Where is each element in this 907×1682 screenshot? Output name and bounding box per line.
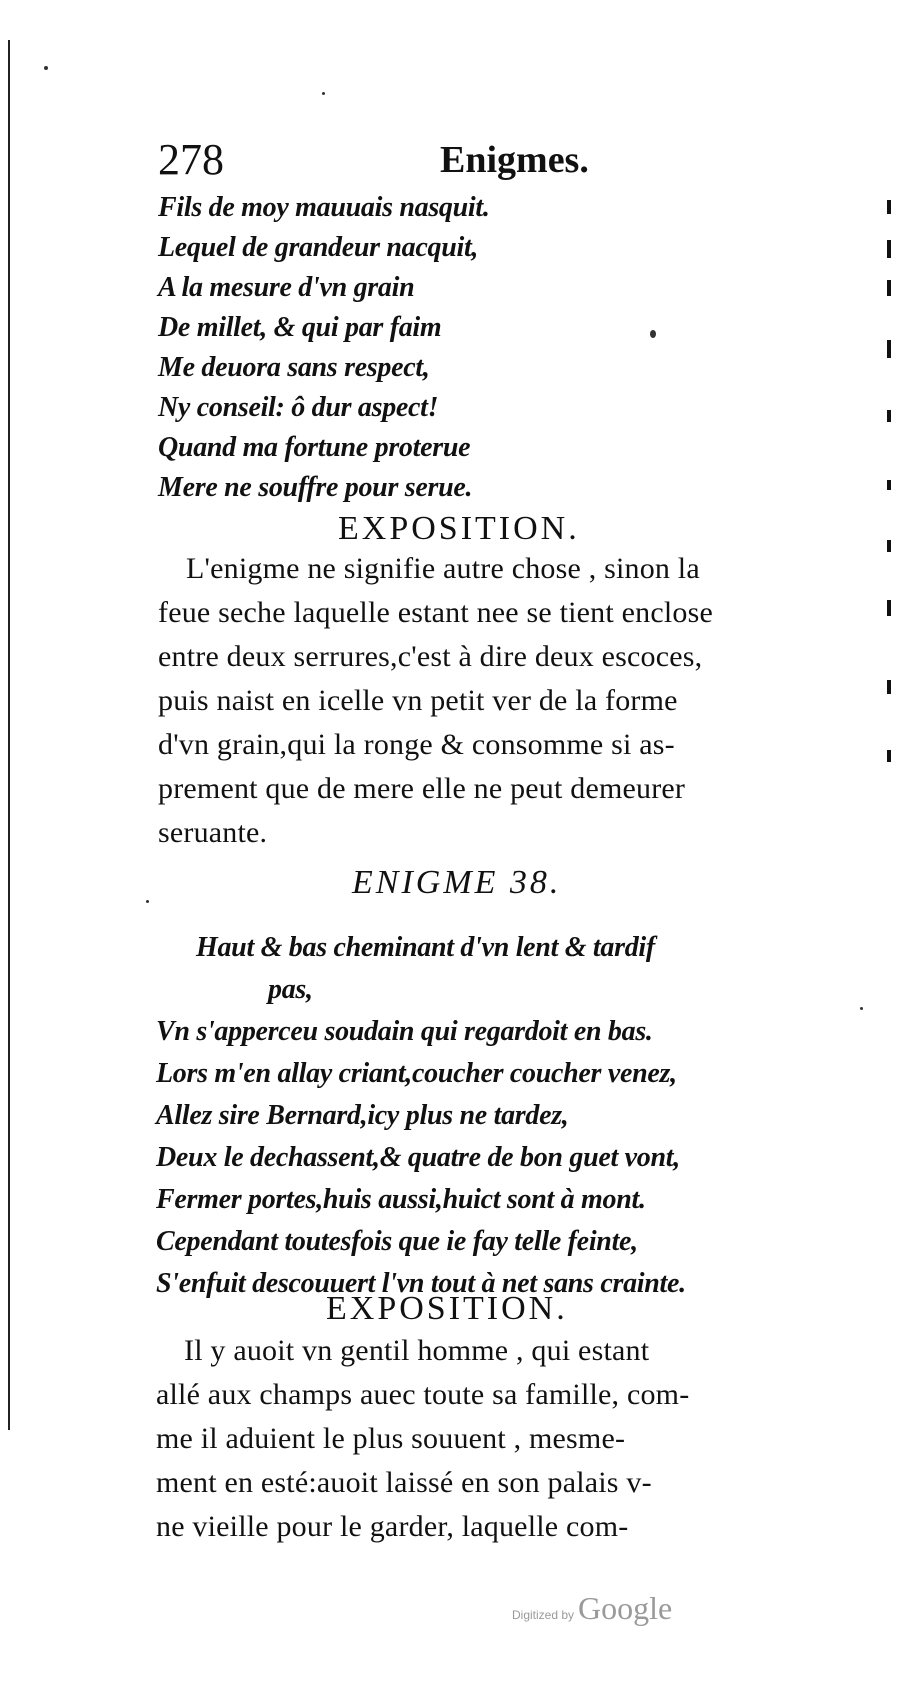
verse-line: Cependant toutesfois que ie fay telle feinte, [156, 1226, 638, 1257]
speck [146, 900, 149, 903]
exposition-heading: EXPOSITION. [338, 510, 580, 547]
prose-line: entre deux serrures,c'est à dire deux escoces, [158, 640, 703, 673]
verse-line: S'enfuit descouuert l'vn tout à net sans crainte. [156, 1268, 686, 1299]
speck [44, 66, 48, 70]
verse-line: pas, [268, 974, 313, 1005]
page-edge-right [881, 180, 903, 1430]
verse-line: Mere ne souffre pour serue. [158, 472, 473, 503]
enigme-heading: ENIGME 38. [352, 864, 562, 901]
prose-line: ne vieille pour le garder, laquelle com- [156, 1510, 629, 1543]
prose-line: me il aduient le plus souuent , mesme- [156, 1422, 626, 1455]
verse-line: Lors m'en allay criant,coucher coucher venez, [156, 1058, 677, 1089]
prose-line: feue seche laquelle estant nee se tient enclose [158, 596, 713, 629]
verse-line: Allez sire Bernard,icy plus ne tardez, [156, 1100, 569, 1131]
google-logo: Google [578, 1590, 673, 1626]
prose-line: Il y auoit vn gentil homme , qui estant [184, 1334, 650, 1367]
speck [860, 1007, 863, 1010]
speck [322, 92, 325, 95]
prose-line: ment en esté:auoit laissé en son palais v- [156, 1466, 652, 1499]
verse-line: Fils de moy mauuais nasquit. [158, 192, 490, 223]
verse-line: Deux le dechassent,& quatre de bon guet vont, [156, 1142, 680, 1173]
verse-line: Fermer portes,huis aussi,huict sont à mont. [156, 1184, 646, 1215]
verse-line: Me deuora sans respect, [158, 352, 430, 383]
prose-line: prement que de mere elle ne peut demeurer [158, 772, 686, 805]
verse-line: Haut & bas cheminant d'vn lent & tardif [196, 932, 655, 963]
watermark-prefix: Digitized by [512, 1608, 575, 1622]
prose-line: seruante. [158, 816, 268, 849]
verse-line: Ny conseil: ô dur aspect! [158, 392, 439, 423]
exposition-heading: EXPOSITION. [326, 1290, 568, 1327]
prose-line: d'vn grain,qui la ronge & consomme si as- [158, 728, 675, 761]
verse-line: Lequel de grandeur nacquit, [158, 232, 479, 263]
verse-line: Vn s'apperceu soudain qui regardoit en bas. [156, 1016, 653, 1047]
google-watermark [512, 1590, 672, 1627]
verse-line: Quand ma fortune proterue [158, 432, 471, 463]
page-number: 278 [158, 135, 224, 184]
page-edge-left [8, 40, 10, 1430]
running-title: Enigmes. [440, 139, 589, 181]
prose-line: puis naist en icelle vn petit ver de la forme [158, 684, 678, 717]
prose-line: allé aux champs auec toute sa famille, com- [156, 1378, 690, 1411]
prose-line: L'enigme ne signifie autre chose , sinon la [186, 552, 700, 585]
verse-line: De millet, & qui par faim [158, 312, 442, 343]
speck [650, 330, 656, 338]
verse-line: A la mesure d'vn grain [158, 272, 415, 303]
